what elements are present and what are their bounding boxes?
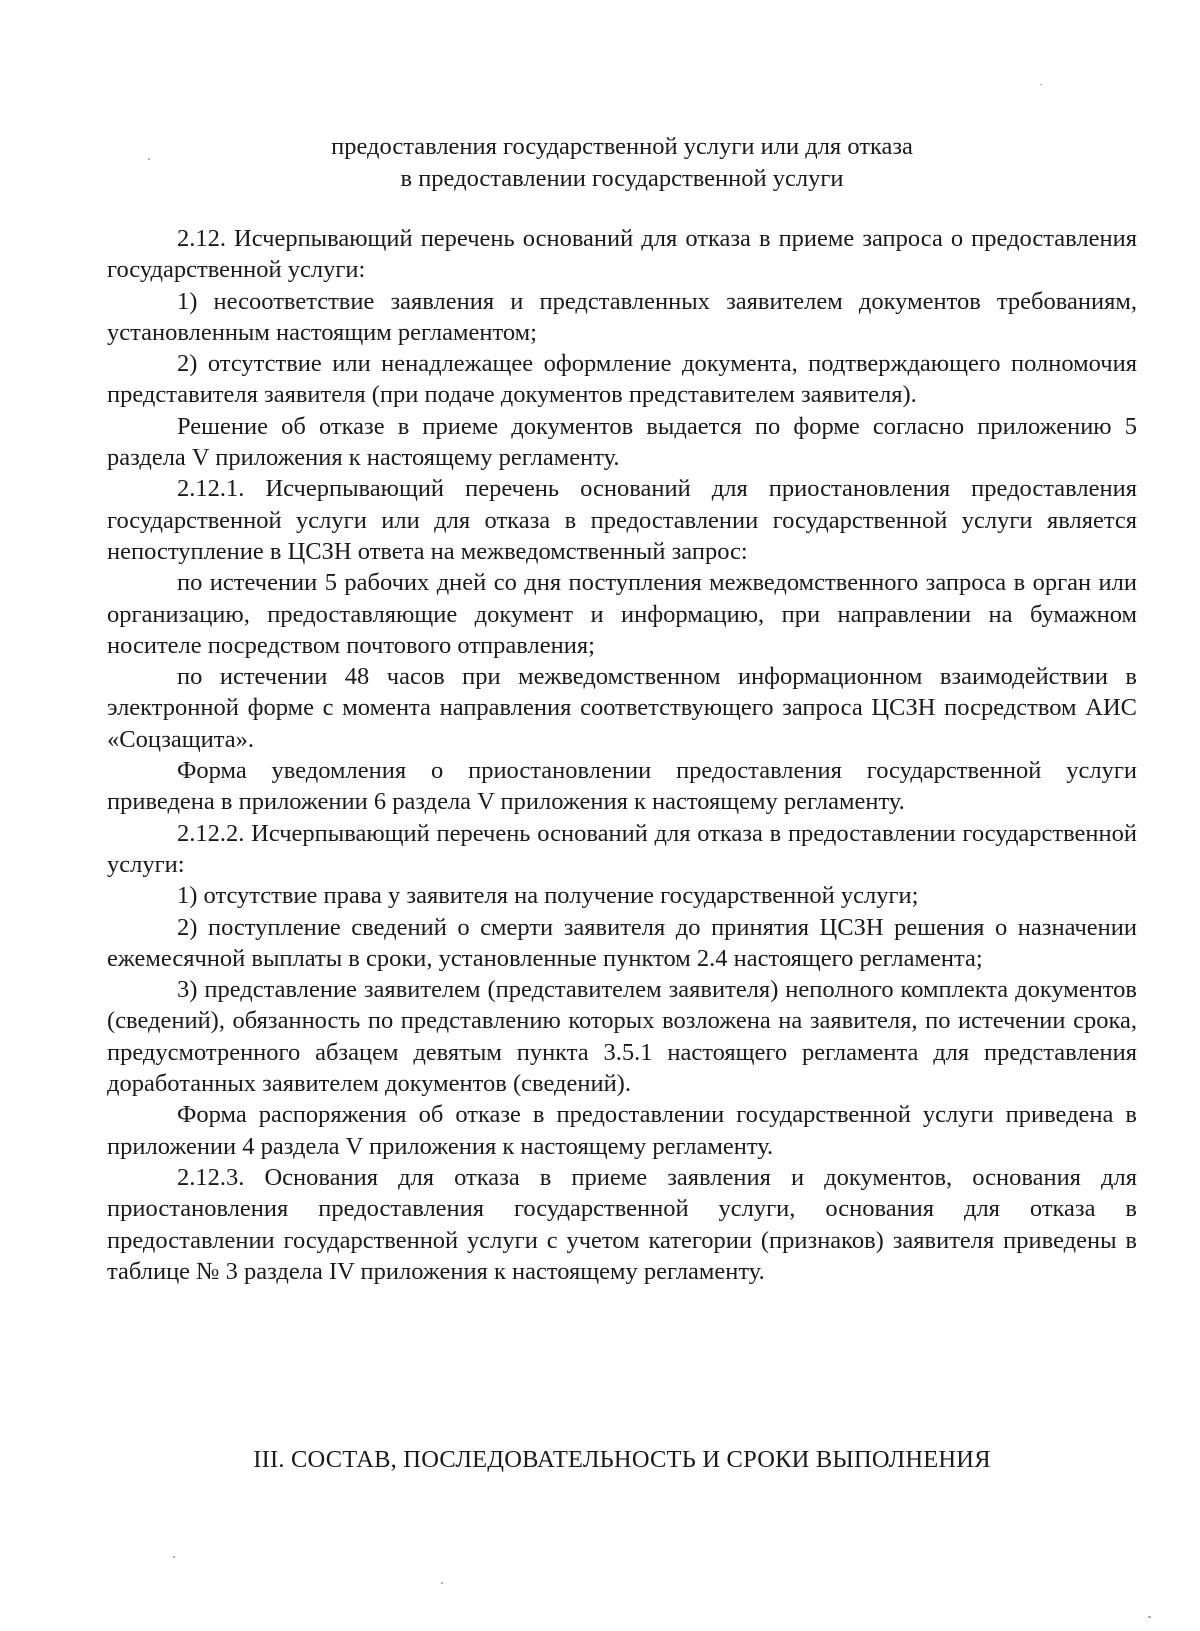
paragraph-refusal-decision: Решение об отказе в приеме документов выдается по форме согласно приложению 5 раздела V приложения к настоящему регламенту. [107, 412, 1137, 472]
section-heading [107, 131, 1137, 195]
paragraph-refusal-order: Форма распоряжения об отказе в предоставлении государственной услуги приведена в приложении 4 раздела V приложения к настоящему регламенту. [107, 1101, 1137, 1160]
section-title-iii: III. СОСТАВ, ПОСЛЕДОВАТЕЛЬНОСТЬ И СРОКИ ВЫПОЛНЕНИЯ [253, 1446, 991, 1473]
paragraph-2-12: 2.12. Исчерпывающий перечень оснований для отказа в приеме запроса о предоставления государственной услуги: [107, 225, 1137, 284]
paragraph-2-12-2: 2.12.2. Исчерпывающий перечень оснований для отказа в предоставлении государственной услуги: [107, 819, 1137, 878]
scan-speck [441, 1582, 443, 1584]
scan-speck [148, 158, 150, 160]
paragraph-2-12-2-item-1: 1) отсутствие права у заявителя на получение государственной услуги; [177, 882, 919, 910]
paragraph-2-12-1-electronic: по истечении 48 часов при межведомственном информационном взаимодействии в электронной форме с момента направления соответствующего запроса ЦСЗН посредством АИС «Соцзащита». [107, 663, 1137, 753]
heading-line-1: предоставления государственной услуги или для отказа [331, 133, 913, 160]
paragraph-2-12-2-item-3: 3) представление заявителем (представителем заявителя) неполного комплекта документов (сведений), обязанность по представлению которых возложена на заявителя, по истечении срока, предусмотренного абзацем девятым пункта 3.5.1 настоящего регламента для представления доработанных заявителем документов (сведений). [107, 976, 1137, 1098]
paragraph-2-12-item-1: 1) несоответствие заявления и представленных заявителем документов требованиям, установленным настоящим регламентом; [107, 287, 1137, 346]
paragraph-2-12-item-2: 2) отсутствие или ненадлежащее оформление документа, подтверждающего полномочия представителя заявителя (при подаче документов представителем заявителя). [107, 350, 1137, 409]
paragraph-2-12-2-item-2: 2) поступление сведений о смерти заявителя до принятия ЦСЗН решения о назначении ежемесячной выплаты в сроки, установленные пунктом 2.4 настоящего регламента; [107, 913, 1137, 972]
paragraph-2-12-1: 2.12.1. Исчерпывающий перечень оснований для приостановления предоставления государственной услуги или для отказа в предоставлении государственной услуги является непоступление в ЦСЗН ответа на межведомственный запрос: [107, 475, 1137, 565]
scan-speck [1040, 84, 1042, 85]
paragraph-2-12-3: 2.12.3. Основания для отказа в приеме заявления и документов, основания для приостановления предоставления государственной услуги, основания для отказа в предоставлении государственной услуги с учетом категории (признаков) заявителя приведены в таблице № 3 раздела IV приложения к настоящему регламенту. [107, 1163, 1137, 1285]
scan-speck [1148, 1616, 1151, 1618]
scan-speck [173, 1556, 175, 1558]
document-body [107, 131, 1137, 1287]
paragraph-suspension-notice: Форма уведомления о приостановлении предоставления государственной услуги приведена в приложении 6 раздела V приложения к настоящему регламенту. [107, 757, 1137, 816]
heading-line-2: в предоставлении государственной услуги [400, 165, 844, 192]
paragraph-2-12-1-paper: по истечении 5 рабочих дней со дня поступления межведомственного запроса в орган или организацию, предоставляющие документ и информацию, при направлении на бумажном носителе посредством почтового отправления; [107, 569, 1137, 659]
